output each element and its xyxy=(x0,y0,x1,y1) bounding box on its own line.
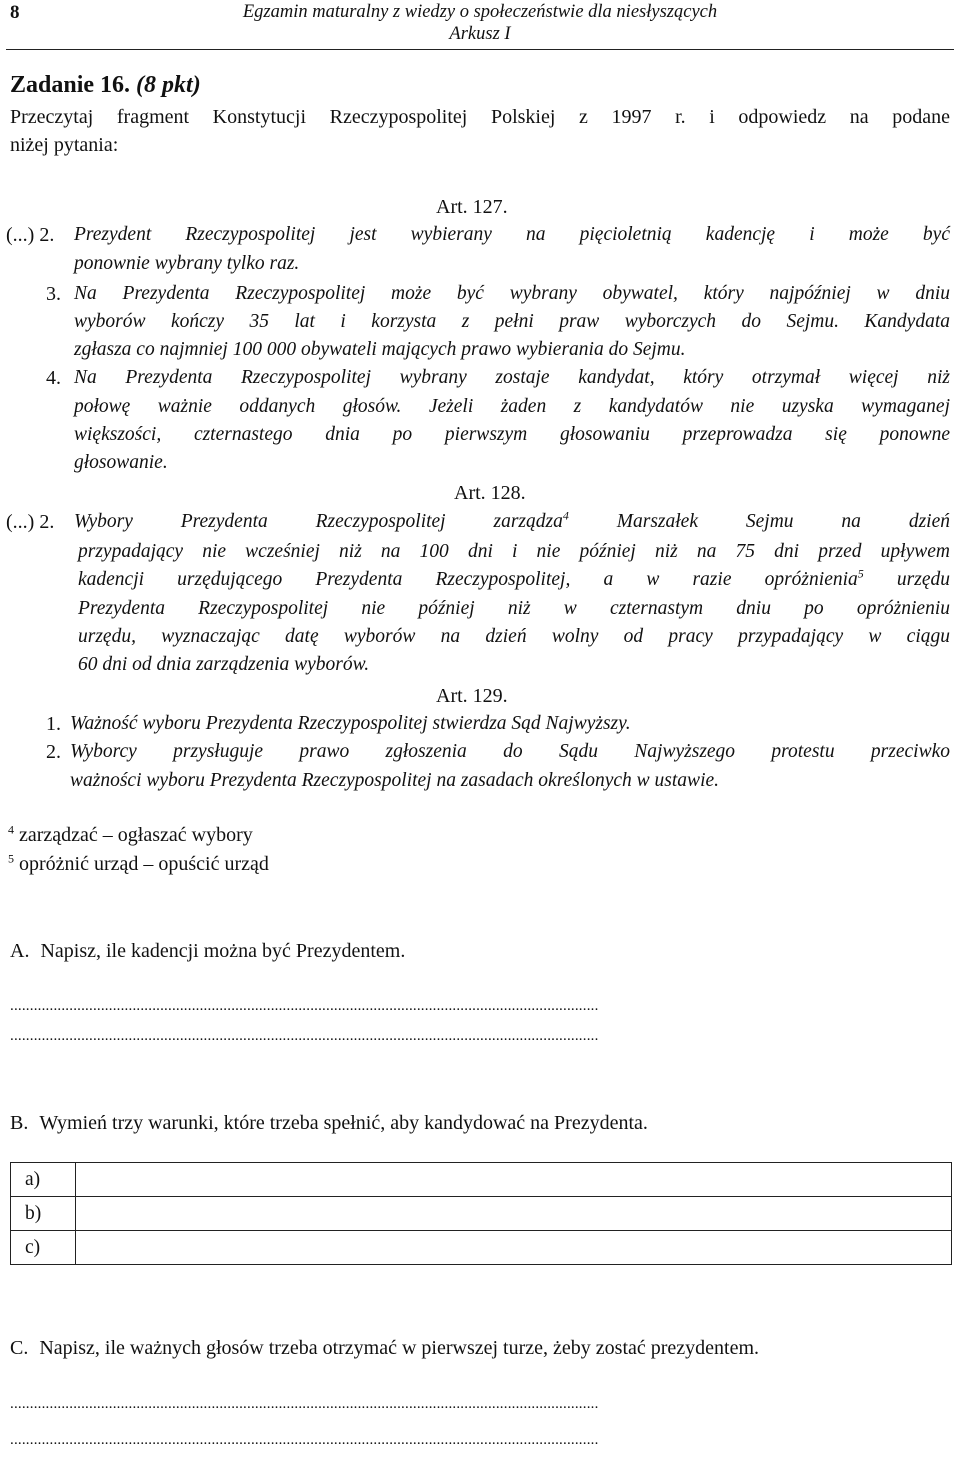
footnote-ref-5: 5 xyxy=(857,566,864,581)
art127-p4-line4: głosowanie. xyxy=(74,452,168,473)
art128-line2: przypadający nie wcześniej niż na 100 dni i nie później niż na 75 dni przed upływem xyxy=(78,541,950,562)
art127-p3-line3: zgłasza co najmniej 100 000 obywateli mających prawo wybierania do Sejmu. xyxy=(74,339,686,360)
answer-row-b xyxy=(11,1197,952,1231)
art127-p3-line1: Na Prezydenta Rzeczypospolitej może być wybrany obywatel, który najpóźniej w dniu xyxy=(74,283,950,304)
art129-p2-num: 2. xyxy=(46,741,61,763)
art129-p2-line2: ważności wyboru Prezydenta Rzeczypospolitej na zasadach określonych w ustawie. xyxy=(70,770,720,791)
page-number: 8 xyxy=(10,2,20,23)
art128-line3-b: urzędu xyxy=(863,569,950,590)
art127-p4-line3: większości, czternastego dnia po pierwszym głosowaniu przeprowadza się ponowne xyxy=(74,424,950,445)
art128-line1 xyxy=(74,508,950,533)
answer-cell[interactable] xyxy=(76,1163,952,1197)
art127-p4-line2: połowę ważnie oddanych głosów. Jeżeli żaden z kandydatów nie uzyska wymaganej xyxy=(74,396,950,417)
answer-row-label: c) xyxy=(11,1231,76,1265)
answer-cell[interactable] xyxy=(76,1231,952,1265)
answer-line-c1[interactable]: ..................................................................................................................................................... xyxy=(10,1396,599,1412)
art127-p2-prefix: (...) 2. xyxy=(6,224,55,246)
question-a xyxy=(10,940,405,963)
answer-cell[interactable] xyxy=(76,1197,952,1231)
art129-p1-num: 1. xyxy=(46,713,61,735)
header-subtitle: Arkusz I xyxy=(449,24,511,44)
question-a-letter: A. xyxy=(10,940,30,962)
art128-line4: Prezydenta Rzeczypospolitej nie później niż w czternastym dniu po opróżnieniu xyxy=(78,598,950,619)
answer-line-a1[interactable]: ..................................................................................................................................................... xyxy=(10,998,599,1014)
footnote-5 xyxy=(8,853,269,876)
question-c-letter: C. xyxy=(10,1337,29,1359)
footnote-5-num: 5 xyxy=(8,851,14,866)
art127-p4-num: 4. xyxy=(46,367,61,389)
answer-line-a2[interactable]: ..................................................................................................................................................... xyxy=(10,1028,599,1044)
answer-row-a xyxy=(11,1163,952,1197)
art127-title: Art. 127. xyxy=(436,196,508,218)
art128-line6: 60 dni od dnia zarządzenia wyborów. xyxy=(78,654,370,675)
task-intro-line1: Przeczytaj fragment Konstytucji Rzeczypospolitej Polskiej z 1997 r. i odpowiedz na podane xyxy=(10,106,950,128)
header-title: Egzamin maturalny z wiedzy o społeczeństwie dla niesłyszących xyxy=(242,2,718,22)
question-b-text: Wymień trzy warunki, które trzeba spełnić, aby kandydować na Prezydenta. xyxy=(39,1112,648,1134)
art128-line5: urzędu, wyznaczając datę wyborów na dzień wolny od pracy przypadający w ciągu xyxy=(78,626,950,647)
art127-p3-line2: wyborów kończy 35 lat i korzysta z pełni praw wyborczych do Sejmu. Kandydata xyxy=(74,311,950,332)
footnote-5-text: opróżnić urząd – opuścić urząd xyxy=(19,853,269,875)
question-c xyxy=(10,1337,759,1360)
answer-table xyxy=(10,1162,952,1265)
footnote-4-text: zarządzać – ogłaszać wybory xyxy=(19,824,253,846)
art129-p1-line1: Ważność wyboru Prezydenta Rzeczypospolitej stwierdza Sąd Najwyższy. xyxy=(70,713,631,734)
art129-title: Art. 129. xyxy=(436,685,508,707)
question-a-text: Napisz, ile kadencji można być Prezydentem. xyxy=(40,940,406,962)
task-heading xyxy=(10,72,201,99)
footnote-4-num: 4 xyxy=(8,822,14,837)
art127-p2-line1: Prezydent Rzeczypospolitej jest wybierany na pięcioletnią kadencję i może być xyxy=(74,224,950,245)
art128-line3-a: kadencji urzędującego Prezydenta Rzeczypospolitej, a w razie opróżnienia xyxy=(78,569,858,590)
question-c-text: Napisz, ile ważnych głosów trzeba otrzymać w pierwszej turze, żeby zostać prezydentem. xyxy=(39,1337,760,1359)
art127-p3-num: 3. xyxy=(46,283,61,305)
art128-line3 xyxy=(78,566,950,591)
question-b-letter: B. xyxy=(10,1112,29,1134)
footnote-4 xyxy=(8,824,253,847)
footnote-ref-4: 4 xyxy=(562,508,569,523)
art127-p2-line2: ponownie wybrany tylko raz. xyxy=(74,253,300,274)
art127-p4-line1: Na Prezydenta Rzeczypospolitej wybrany zostaje kandydat, który otrzymał więcej niż xyxy=(74,367,950,388)
answer-row-label: b) xyxy=(11,1197,76,1231)
header-divider xyxy=(6,49,954,50)
art128-line1-b: Marszałek Sejmu na dzień xyxy=(568,511,950,532)
art128-p2-prefix: (...) 2. xyxy=(6,511,55,533)
question-b xyxy=(10,1112,648,1135)
art128-title: Art. 128. xyxy=(454,482,526,504)
task-points: (8 pkt) xyxy=(136,72,201,98)
answer-row-c xyxy=(11,1231,952,1265)
answer-row-label: a) xyxy=(11,1163,76,1197)
art128-line1-a: Wybory Prezydenta Rzeczypospolitej zarządza xyxy=(74,511,563,532)
answer-line-c2[interactable]: ..................................................................................................................................................... xyxy=(10,1432,599,1448)
art129-p2-line1: Wyborcy przysługuje prawo zgłoszenia do Sądu Najwyższego protestu przeciwko xyxy=(70,741,950,762)
task-intro-line2: niżej pytania: xyxy=(10,134,119,156)
task-title: Zadanie 16. xyxy=(10,72,131,98)
